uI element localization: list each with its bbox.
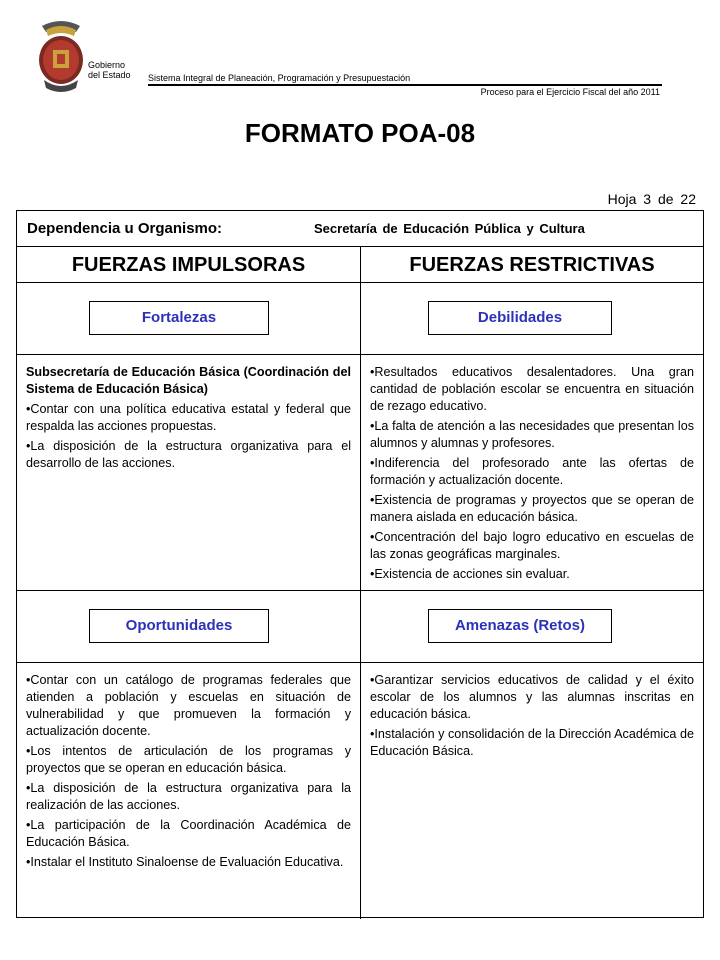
list-item: •La disposición de la estructura organizativa para la realización de las acciones. bbox=[26, 781, 351, 812]
content-row-2 bbox=[17, 663, 703, 919]
list-item: •Garantizar servicios educativos de calidad y el éxito escolar de los alumnos y las alumnas inscritas en educación básica. bbox=[370, 673, 694, 721]
header-rule bbox=[148, 84, 662, 86]
labels-row-1 bbox=[17, 283, 703, 355]
list-item: •Existencia de programas y proyectos que se operan de manera aislada en educación básica. bbox=[370, 493, 694, 524]
dependency-row bbox=[17, 211, 703, 247]
process-label: Proceso para el Ejercicio Fiscal del año 2011 bbox=[480, 87, 660, 97]
sheet-number: Hoja 3 de 22 bbox=[607, 191, 696, 207]
list-item: •Indiferencia del profesorado ante las ofertas de formación y actualización docente. bbox=[370, 456, 694, 487]
list-item: •Concentración del bajo logro educativo en escuelas de las zonas geográficas marginales. bbox=[370, 530, 694, 561]
strengths-heading: Subsecretaría de Educación Básica (Coordinación del Sistema de Educación Básica) bbox=[26, 365, 351, 396]
list-item: •Existencia de acciones sin evaluar. bbox=[370, 567, 570, 581]
weaknesses-label: Debilidades bbox=[428, 301, 612, 335]
opportunities-label: Oportunidades bbox=[89, 609, 269, 643]
list-item: •Contar con un catálogo de programas federales que atienden a población y escuelas en situación de vulnerabilidad y que promueven la formación y actualización docente. bbox=[26, 673, 351, 738]
list-item: •Instalar el Instituto Sinaloense de Evaluación Educativa. bbox=[26, 855, 344, 869]
list-item: •Los intentos de articulación de los programas y proyectos que se operan en educación básica. bbox=[26, 744, 351, 775]
strengths-label: Fortalezas bbox=[89, 301, 269, 335]
dependency-label: Dependencia u Organismo: bbox=[27, 220, 223, 237]
weaknesses-list bbox=[370, 364, 694, 586]
forces-header-row bbox=[17, 247, 703, 283]
list-item: •La participación de la Coordinación Académica de Educación Básica. bbox=[26, 818, 351, 849]
threats-label: Amenazas (Retos) bbox=[428, 609, 612, 643]
page-title: FORMATO POA-08 bbox=[244, 118, 476, 148]
content-row-1 bbox=[17, 355, 703, 591]
list-item: •Contar con una política educativa estatal y federal que respalda las acciones propuestas. bbox=[26, 402, 351, 433]
threats-list bbox=[370, 672, 694, 763]
list-item: •La falta de atención a las necesidades que presentan los alumnos y alumnas y profesores. bbox=[370, 419, 694, 450]
coat-of-arms-icon bbox=[36, 18, 86, 96]
strengths-list bbox=[26, 364, 351, 475]
driving-forces-heading: FUERZAS IMPULSORAS bbox=[17, 247, 361, 282]
restrictive-forces-heading: FUERZAS RESTRICTIVAS bbox=[409, 254, 655, 276]
list-item: •Instalación y consolidación de la Dirección Académica de Educación Básica. bbox=[370, 727, 694, 758]
government-label: Gobierno del Estado bbox=[88, 60, 131, 80]
list-item: •La disposición de la estructura organizativa para el desarrollo de las acciones. bbox=[26, 439, 351, 470]
dependency-value: Secretaría de Educación Pública y Cultura bbox=[314, 221, 585, 236]
opportunities-list bbox=[26, 672, 351, 874]
labels-row-2 bbox=[17, 591, 703, 663]
system-name: Sistema Integral de Planeación, Programación y Presupuestación bbox=[148, 73, 411, 83]
list-item: •Resultados educativos desalentadores. Una gran cantidad de población escolar se encuentra en situación de rezago educativo. bbox=[370, 365, 694, 413]
swot-form bbox=[16, 210, 704, 918]
